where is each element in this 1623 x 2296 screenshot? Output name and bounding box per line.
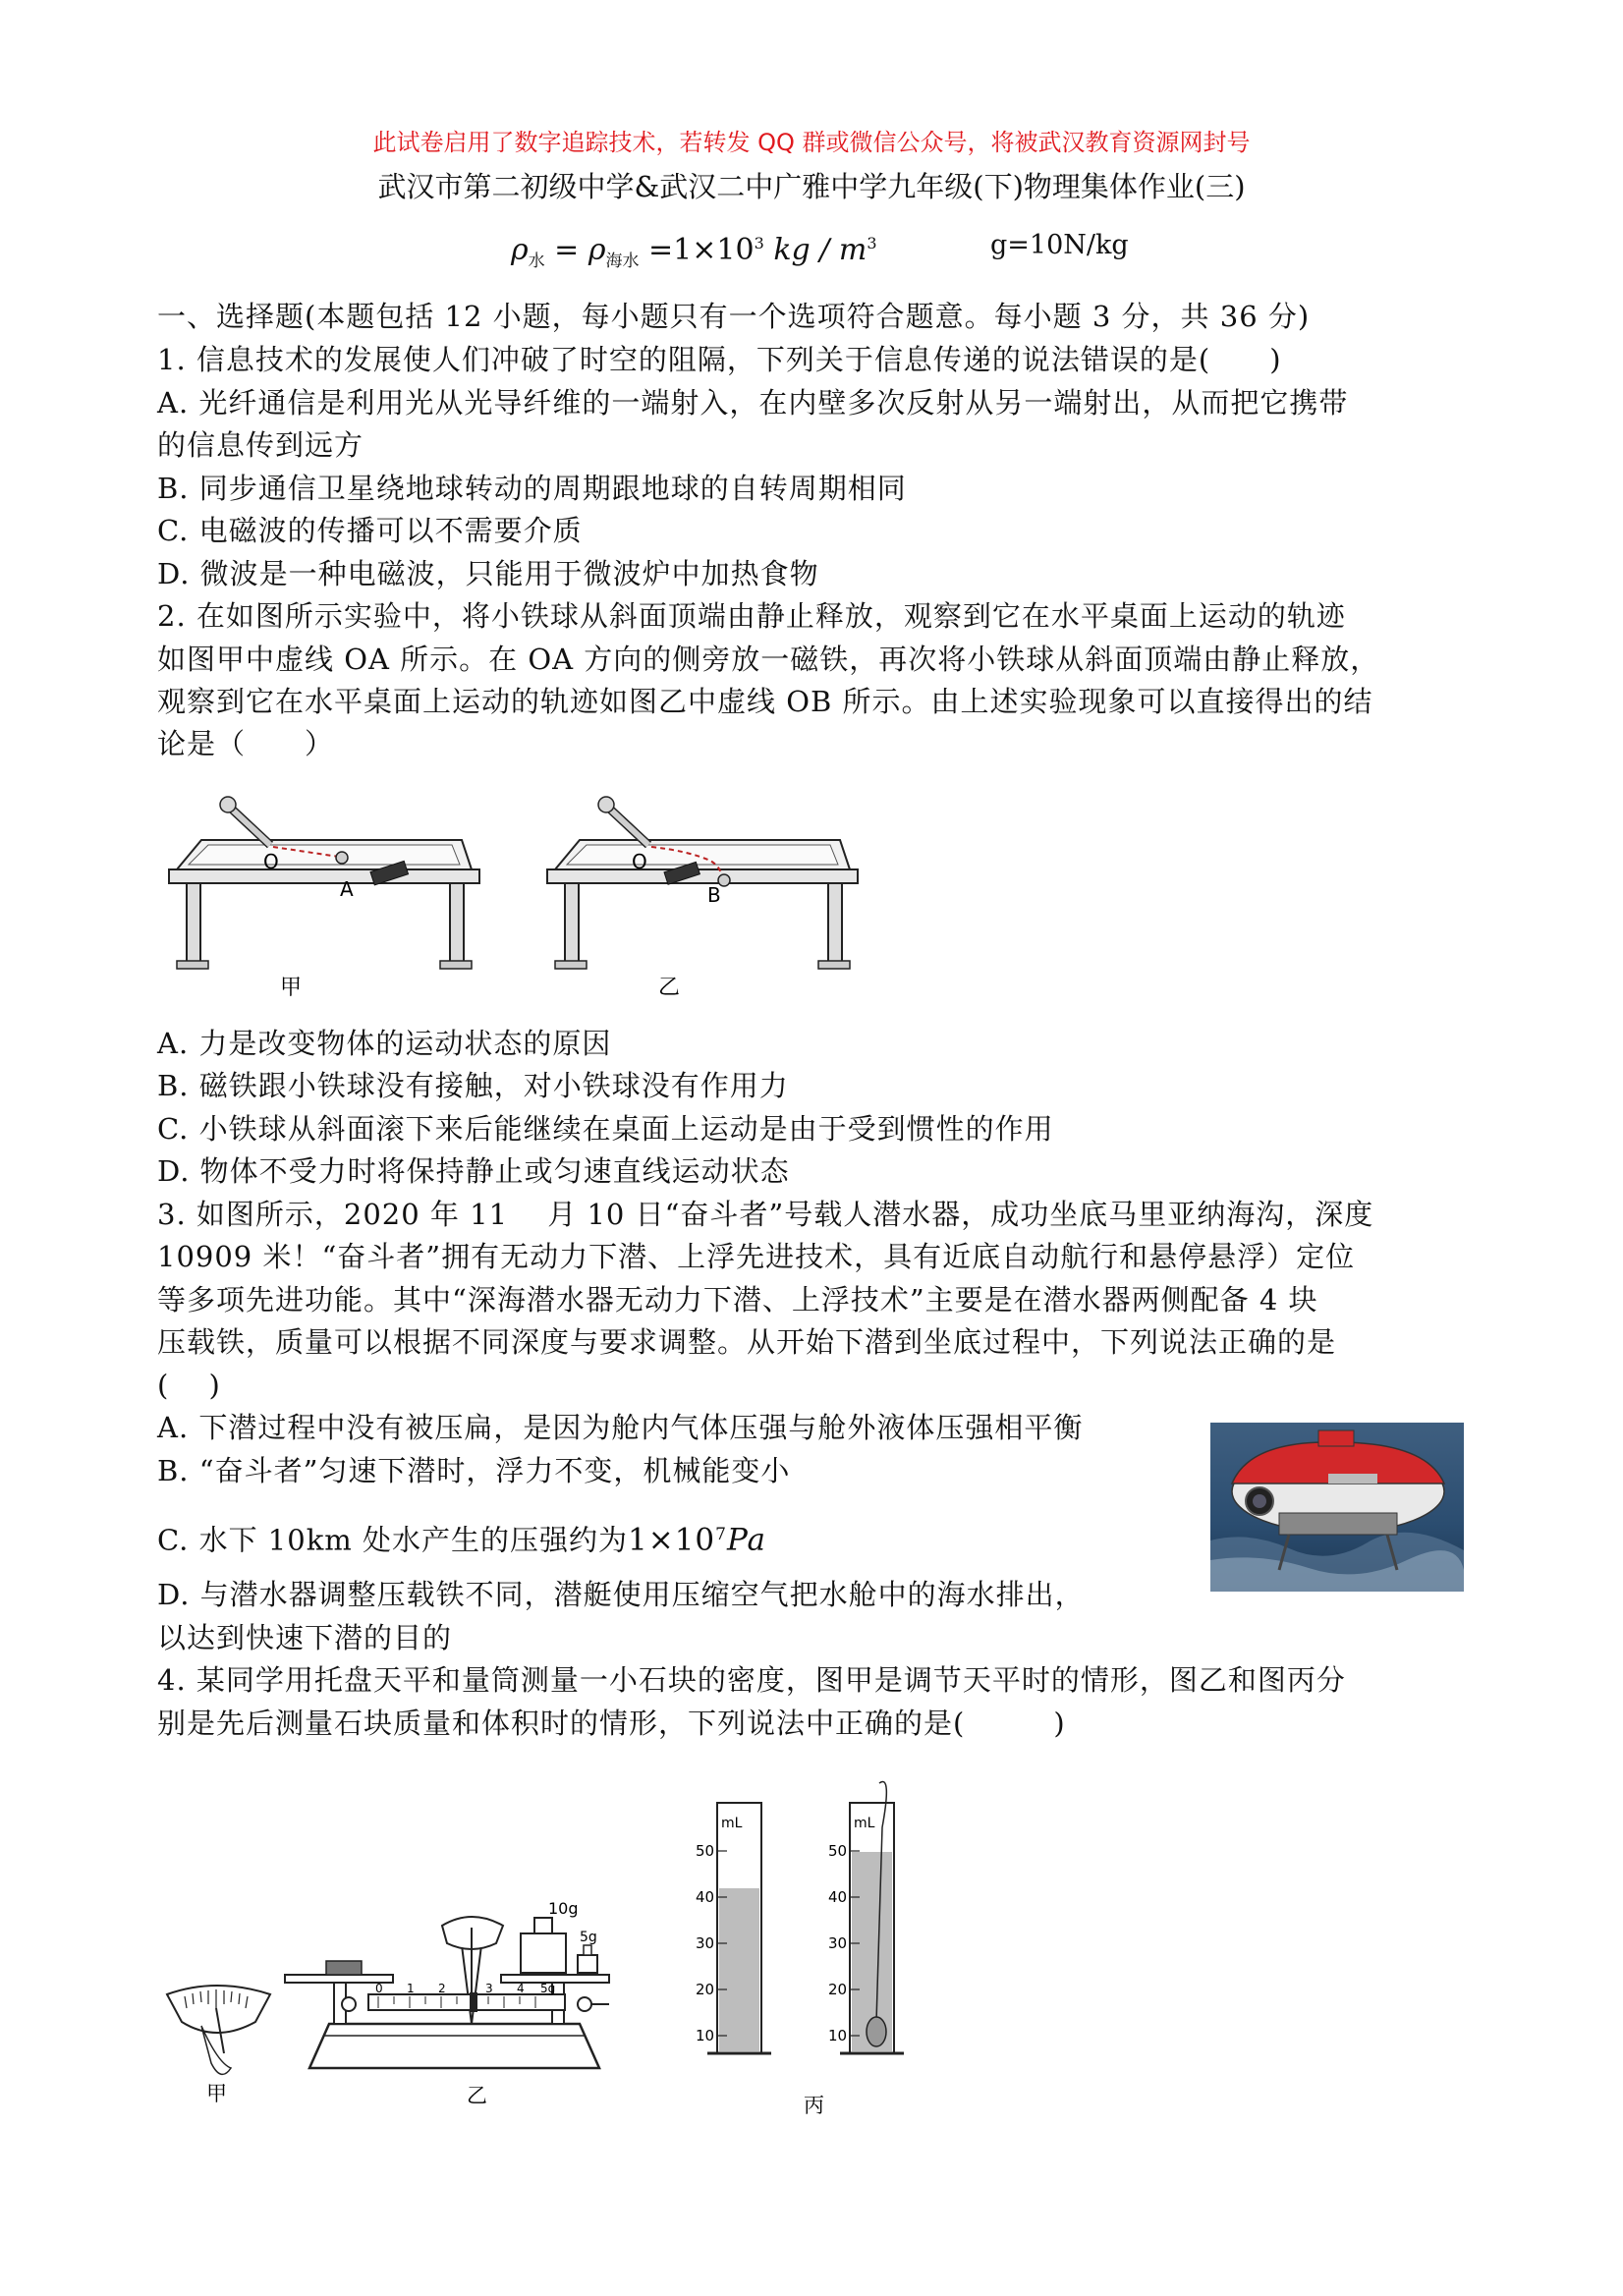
cylinder-right xyxy=(840,1781,904,2053)
weight-10g-label: 10g xyxy=(548,1899,579,1918)
q2-option-a: A. 力是改变物体的运动状态的原因 xyxy=(157,1027,612,1060)
section-heading: 一、选择题(本题包括 12 小题，每小题只有一个选项符合题意。每小题 3 分，共 36 分) xyxy=(157,300,1311,333)
label-b: B xyxy=(707,883,721,907)
cyl-left-scale xyxy=(696,1842,714,2044)
cyl-right-ml: mL xyxy=(854,1816,875,1831)
formula-exponent: 3 xyxy=(754,234,764,252)
q2-option-c: C. 小铁球从斜面滚下来后能继续在桌面上运动是由于受到惯性的作用 xyxy=(157,1112,1054,1146)
q2-option-d: D. 物体不受力时将保持静止或匀速直线运动状态 xyxy=(157,1154,790,1188)
svg-text:4: 4 xyxy=(517,1982,525,1995)
q1-option-c: C. 电磁波的传播可以不需要介质 xyxy=(157,514,583,547)
q4-stem-1: 4. 某同学用托盘天平和量筒测量一小石块的密度，图甲是调节天平时的情形，图乙和图丙分 xyxy=(157,1663,1346,1697)
formula-unit: kg / m xyxy=(773,233,867,267)
svg-text:50: 50 xyxy=(828,1842,848,1860)
q1-option-a-cont: 的信息传到远方 xyxy=(157,428,364,462)
svg-text:0: 0 xyxy=(375,1982,383,1995)
q1-stem: 1. 信息技术的发展使人们冲破了时空的阻隔，下列关于信息传递的说法错误的是( ) xyxy=(157,343,1282,376)
label-o-yi: O xyxy=(632,850,647,873)
q3-stem-4: 压载铁，质量可以根据不同深度与要求调整。从开始下潜到坐底过程中，下列说法正确的是 xyxy=(157,1325,1337,1359)
q3-stem-2: 10909 米！“奋斗者”拥有无动力下潜、上浮先进技术，具有近底自动航行和悬停悬浮）定位 xyxy=(157,1240,1356,1273)
gravity-constant: g=10N/kg xyxy=(990,230,1129,260)
svg-text:40: 40 xyxy=(696,1888,715,1906)
q1-option-b: B. 同步通信卫星绕地球转动的周期跟地球的自转周期相同 xyxy=(157,472,907,505)
svg-text:10: 10 xyxy=(828,2027,848,2044)
svg-text:10: 10 xyxy=(696,2027,715,2044)
formula-value: =1×10 xyxy=(648,233,755,267)
q3-option-d: D. 与潜水器调整压载铁不同，潜艇使用压缩空气把水舱中的海水排出， xyxy=(157,1578,1085,1611)
submersible-photo xyxy=(1210,1423,1464,1592)
cylinder-left xyxy=(707,1803,771,2053)
svg-text:30: 30 xyxy=(828,1934,848,1952)
density-formula: $\rho_水 = \rho_{海水} =1\times 10^3$ kg / $m^3$ xyxy=(511,233,877,271)
q4-caption-jia: 甲 xyxy=(206,2082,227,2105)
formula-unit-exponent: 3 xyxy=(867,234,877,252)
svg-text:2: 2 xyxy=(438,1982,446,1995)
q3-option-c: C. 水下 10km 处水产生的压强约为$1\times 10^7Pa$ xyxy=(157,1522,766,1558)
svg-text:5g: 5g xyxy=(540,1982,556,1995)
svg-text:1: 1 xyxy=(407,1982,415,1995)
q3-option-d-cont: 以达到快速下潜的目的 xyxy=(157,1621,453,1654)
balance-dial-jia xyxy=(167,1986,270,2074)
q2-stem-1: 2. 在如图所示实验中，将小铁球从斜面顶端由静止释放，观察到它在水平桌面上运动的轨迹 xyxy=(157,599,1346,633)
q2-stem-2: 如图甲中虚线 OA 所示。在 OA 方向的侧旁放一磁铁，再次将小铁球从斜面顶端由静止释放， xyxy=(157,643,1380,676)
svg-text:40: 40 xyxy=(828,1888,848,1906)
caption-jia: 甲 xyxy=(280,976,303,1000)
q4-figure xyxy=(147,1768,933,2142)
q3-stem-3: 等多项先进功能。其中“深海潜水器无动力下潜、上浮技术”主要是在潜水器两侧配备 4 块 xyxy=(157,1283,1318,1316)
q2-stem-4: 论是（ ） xyxy=(157,727,335,760)
q2-stem-3: 观察到它在水平桌面上运动的轨迹如图乙中虚线 OB 所示。由上述实验现象可以直接得出的结 xyxy=(157,685,1373,718)
q3-stem-5: ( ) xyxy=(157,1369,221,1402)
svg-text:20: 20 xyxy=(828,1981,848,1998)
q4-caption-bing: 丙 xyxy=(804,2094,824,2117)
cyl-right-scale xyxy=(828,1842,847,2044)
caption-yi: 乙 xyxy=(658,976,681,1000)
q3-option-a: A. 下潜过程中没有被压扁，是因为舱内气体压强与舱外液体压强相平衡 xyxy=(157,1411,1084,1444)
svg-text:30: 30 xyxy=(696,1934,715,1952)
q1-option-a: A. 光纤通信是利用光从光导纤维的一端射入，在内壁多次反射从另一端射出，从而把它携带 xyxy=(157,386,1349,420)
svg-text:3: 3 xyxy=(485,1982,493,1995)
q2-figure xyxy=(147,786,874,1002)
table-yi xyxy=(547,797,858,969)
q1-option-d: D. 微波是一种电磁波，只能用于微波炉中加热食物 xyxy=(157,557,819,590)
formula-sub-seawater: 海水 xyxy=(605,252,640,271)
q3-stem-1: 3. 如图所示，2020 年 11 月 10 日“奋斗者”号载人潜水器，成功坐底马里亚纳海沟，深度 xyxy=(157,1198,1374,1231)
formula-sub-water: 水 xyxy=(528,252,545,271)
q3-option-b: B. “奋斗者”匀速下潜时，浮力不变，机械能变小 xyxy=(157,1454,791,1487)
table-jia xyxy=(169,797,479,969)
tracking-notice: 此试卷启用了数字追踪技术，若转发 QQ 群或微信公众号，将被武汉教育资源网封号 xyxy=(372,129,1251,156)
q4-caption-yi: 乙 xyxy=(467,2084,487,2107)
balance-yi xyxy=(285,1917,609,2068)
label-a: A xyxy=(340,877,354,901)
page-title: 武汉市第二初级中学&武汉二中广雅中学九年级(下)物理集体作业(三) xyxy=(377,170,1246,203)
svg-text:50: 50 xyxy=(696,1842,715,1860)
q2-option-b: B. 磁铁跟小铁球没有接触，对小铁球没有作用力 xyxy=(157,1069,789,1102)
weight-5g-label: 5g xyxy=(580,1930,597,1945)
label-o-jia: O xyxy=(263,850,279,873)
beam-scale-labels xyxy=(375,1982,555,1995)
q4-stem-2: 别是先后测量石块质量和体积时的情形，下列说法中正确的是( ) xyxy=(157,1707,1066,1740)
cyl-left-ml: mL xyxy=(721,1816,743,1831)
svg-text:20: 20 xyxy=(696,1981,715,1998)
